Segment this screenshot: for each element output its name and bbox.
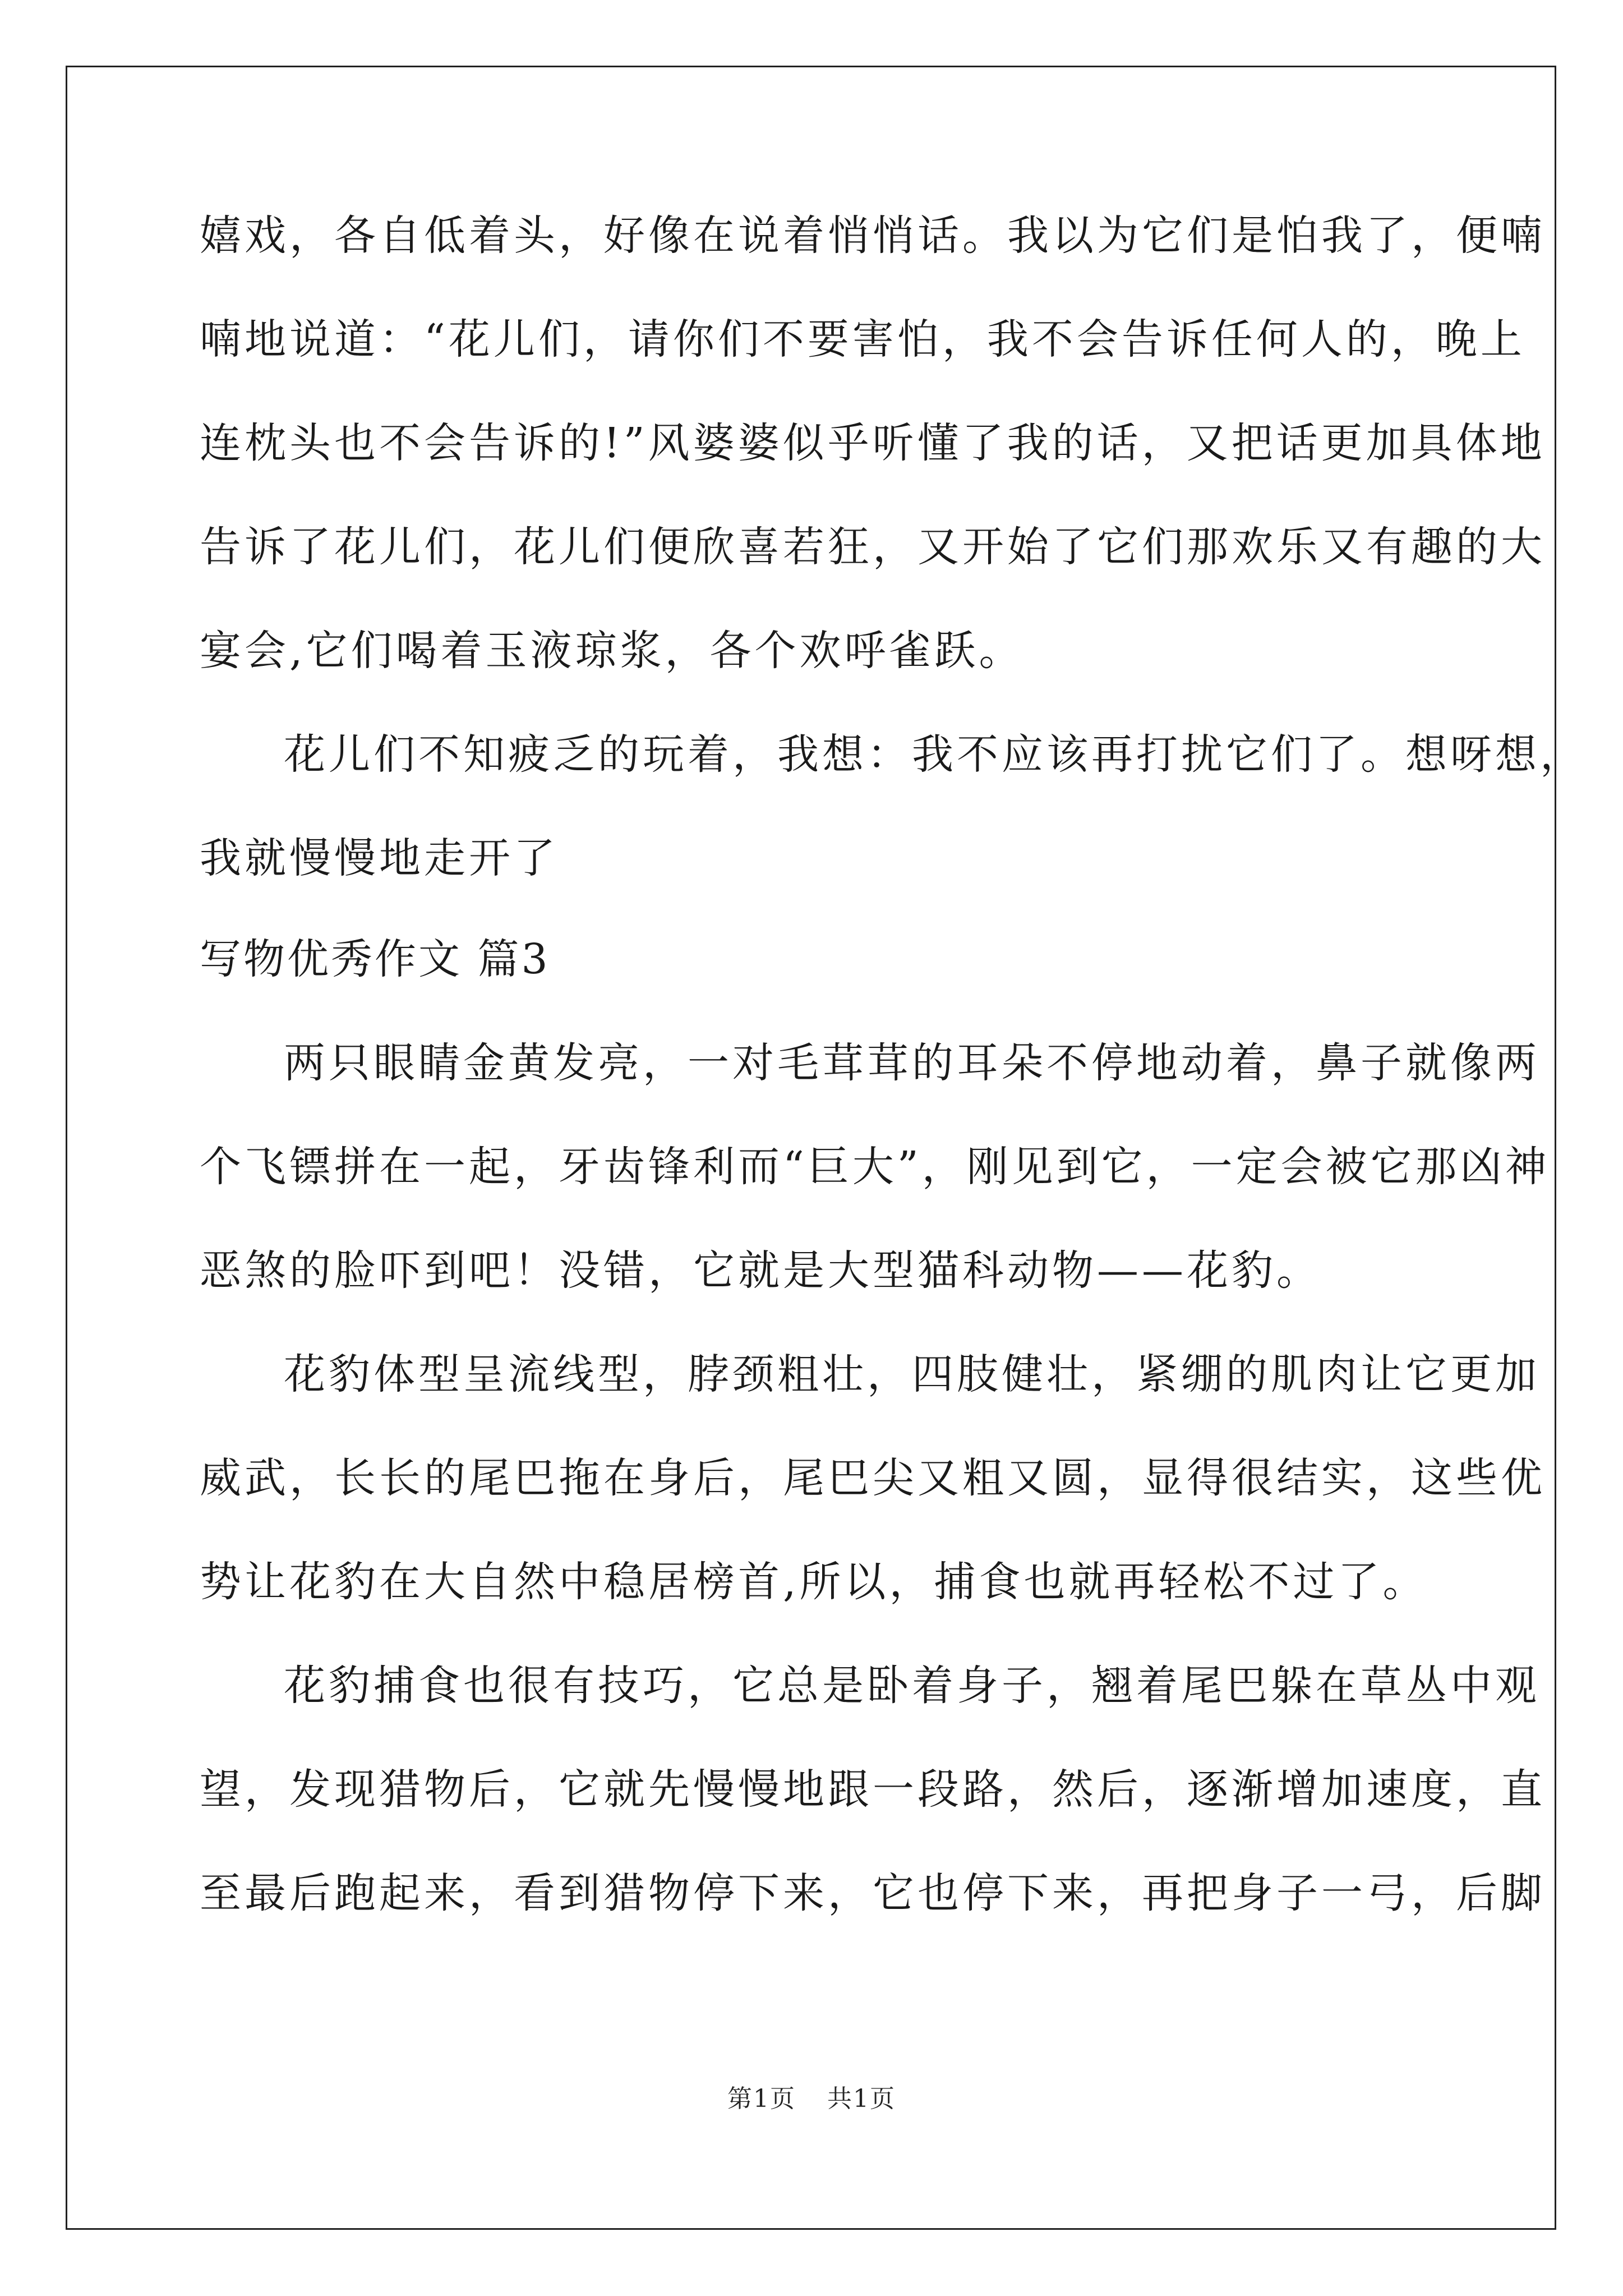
page-number: 第1页 [727,2085,796,2113]
paragraph-first-line: 花儿们不知疲乏的玩着，我想：我不应该再打扰它们了。想呀想， [284,730,1585,779]
text-line: 恶煞的脸吓到吧！没错，它就是大型猫科动物——花豹。 [200,1246,1321,1295]
paragraph-first-line: 两只眼睛金黄发亮，一对毛茸茸的耳朵不停地动着，鼻子就像两 [284,1039,1540,1087]
text-line: 望，发现猎物后，它就先慢慢地跟一段路，然后，逐渐增加速度，直 [200,1765,1546,1814]
paragraph-first-line: 花豹捕食也很有技巧，它总是卧着身子，翘着尾巴躲在草丛中观 [284,1662,1540,1710]
text-line: 喃地说道：“花儿们，请你们不要害怕，我不会告诉任何人的，晚上 [200,315,1525,364]
text-line: 告诉了花儿们，花儿们便欣喜若狂，又开始了它们那欢乐又有趣的大 [200,523,1546,571]
text-line: 个飞镖拼在一起，牙齿锋利而“巨大”，刚见到它，一定会被它那凶神 [200,1143,1550,1191]
text-line: 威武，长长的尾巴拖在身后，尾巴尖又粗又圆，显得很结实，这些优 [200,1454,1546,1502]
text-line: 连枕头也不会告诉的!”风婆婆似乎听懂了我的话，又把话更加具体地 [200,419,1546,467]
text-line: 嬉戏，各自低着头，好像在说着悄悄话。我以为它们是怕我了，便喃 [200,211,1546,260]
text-line: 至最后跑起来，看到猎物停下来，它也停下来，再把身子一弓，后脚 [200,1869,1546,1917]
paragraph-first-line: 花豹体型呈流线型，脖颈粗壮，四肢健壮，紧绷的肌肉让它更加 [284,1350,1540,1398]
text-line: 宴会,它们喝着玉液琼浆，各个欢呼雀跃。 [200,627,1024,675]
text-line: 我就慢慢地走开了 [200,834,559,882]
text-line: 势让花豹在大自然中稳居榜首,所以，捕食也就再轻松不过了。 [200,1558,1428,1606]
page-footer [0,2078,1623,2114]
page-total: 共1页 [827,2085,896,2113]
section-heading: 写物优秀作文 篇3 [200,935,550,983]
